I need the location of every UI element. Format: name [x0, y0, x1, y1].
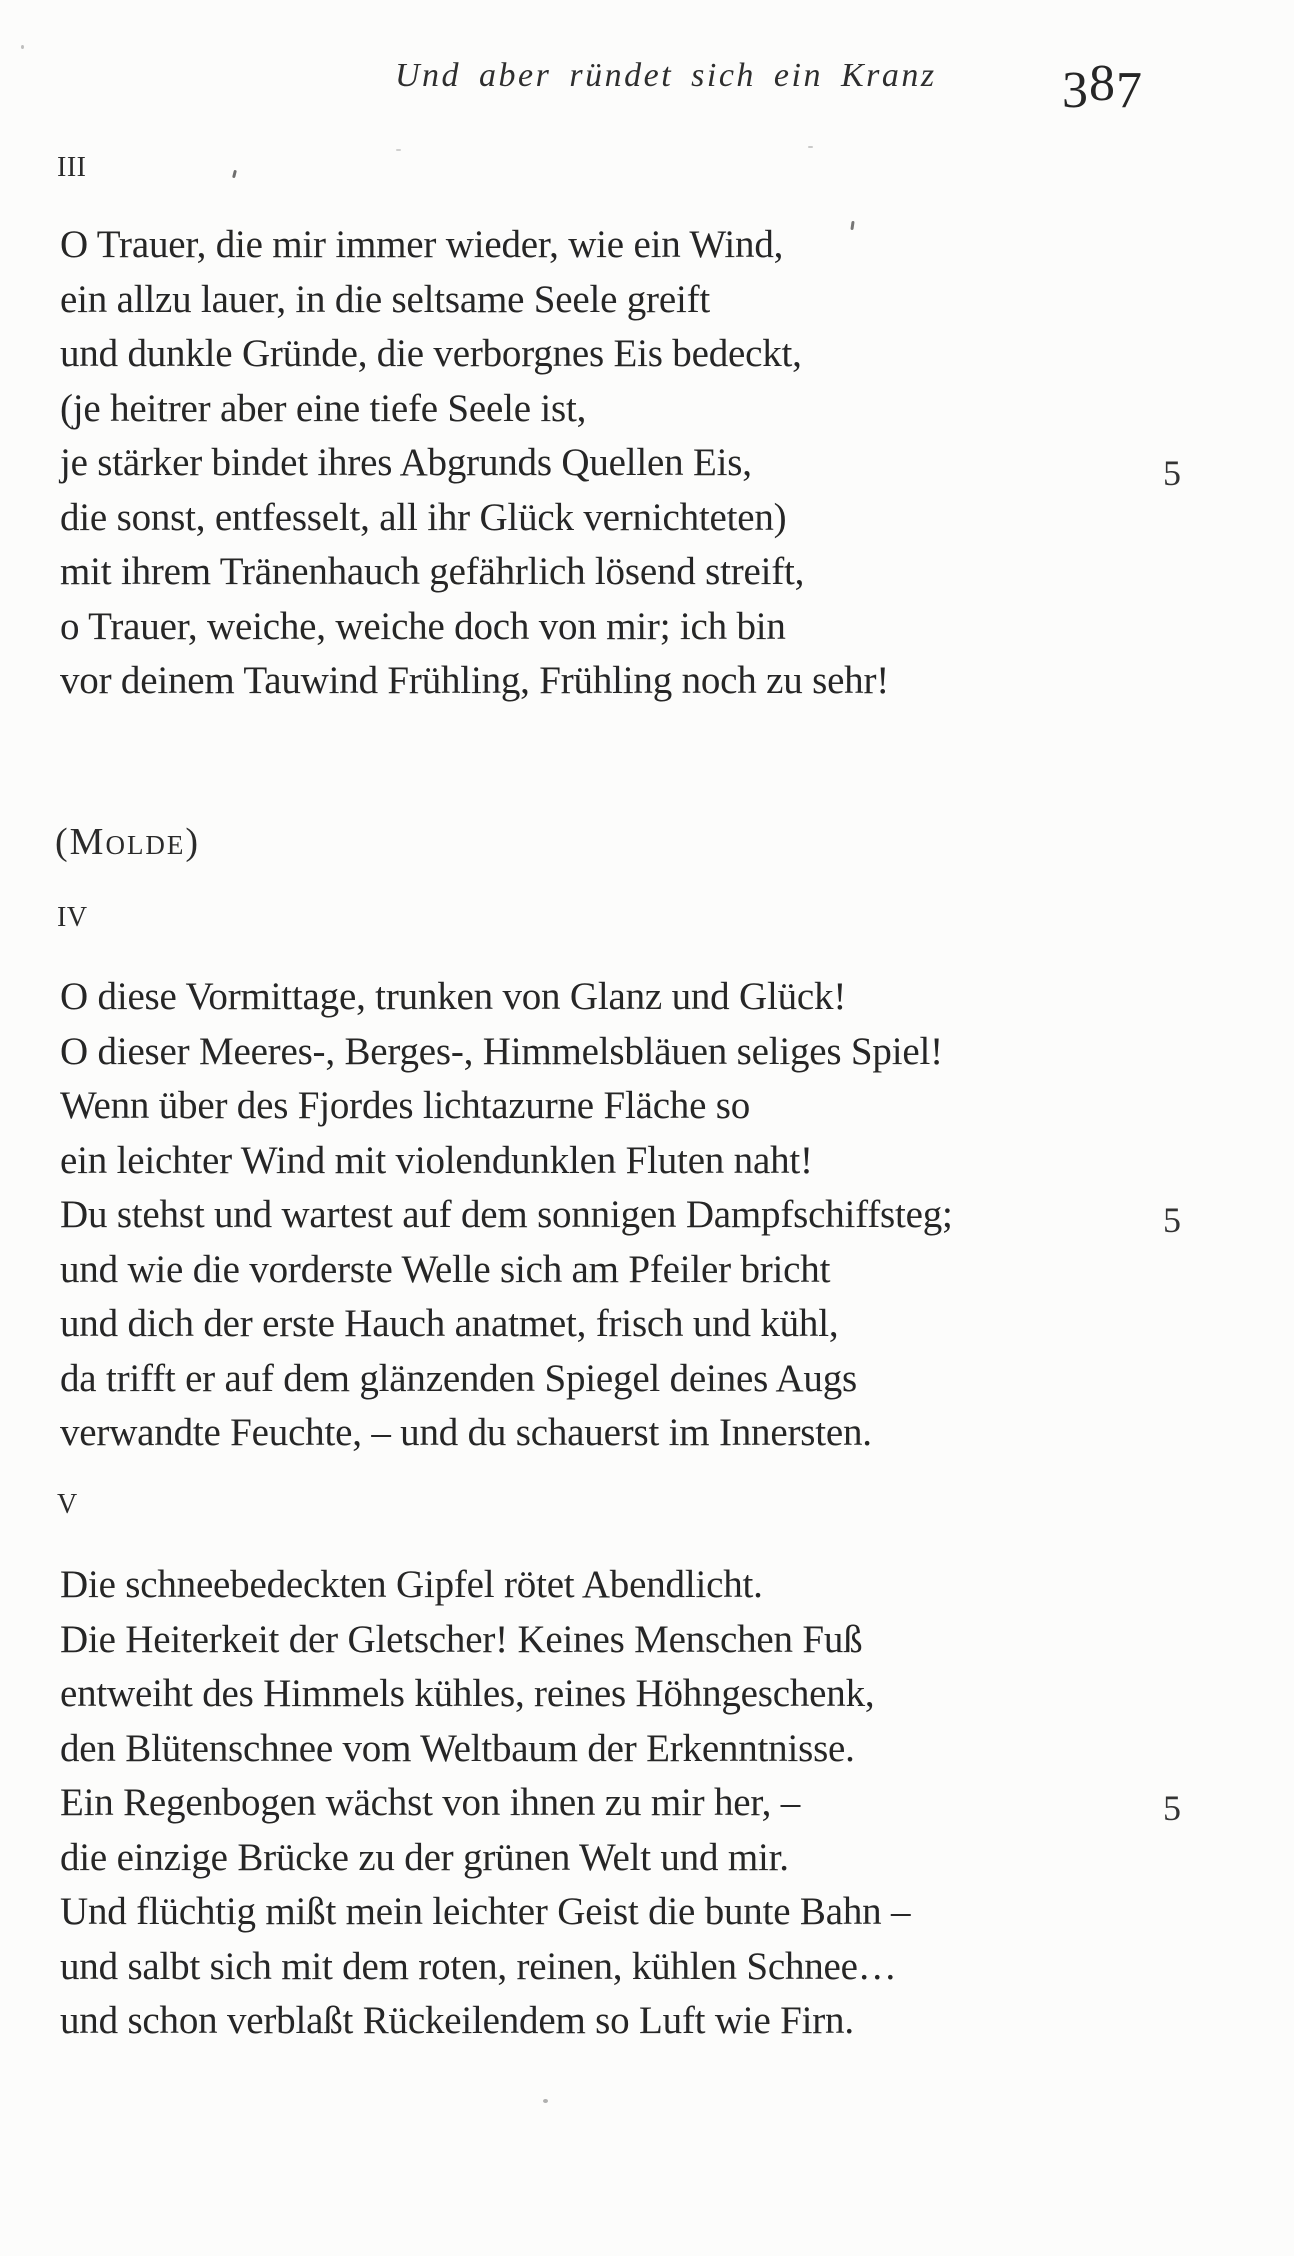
verse-line: die sonst, entfesselt, all ihr Glück vernichteten): [60, 495, 787, 539]
page-number-digit: 8: [1089, 55, 1116, 112]
verse-line: den Blütenschnee vom Weltbaum der Erkenntnisse.: [60, 1726, 855, 1770]
stanza-iv: [60, 970, 953, 1461]
verse-line: Wenn über des Fjordes lichtazurne Fläche so: [60, 1084, 751, 1127]
verse-line: und dich der erste Hauch anatmet, frisch und kühl,: [60, 1302, 839, 1345]
verse-line: verwandte Feuchte, – und du schauerst im Innersten.: [60, 1411, 872, 1454]
verse-line: vor deinem Tauwind Frühling, Frühling noch zu sehr!: [60, 659, 890, 702]
section-numeral-iii: III: [57, 152, 87, 183]
verse-line: o Trauer, weiche, weiche doch von mir; ich bin: [60, 604, 786, 648]
scan-speck: [543, 2099, 548, 2103]
verse-line: und schon verblaßt Rückeilendem so Luft wie Firn.: [60, 1999, 854, 2042]
page-number: [1062, 54, 1143, 119]
scan-speck: [396, 149, 401, 151]
verse-line: O diese Vormittage, trunken von Glanz und Glück!: [60, 975, 847, 1018]
scan-speck: [808, 146, 813, 148]
verse-line: Ein Regenbogen wächst von ihnen zu mir her, –: [60, 1781, 800, 1824]
verse-line: mit ihrem Tränenhauch gefährlich lösend streift,: [60, 550, 805, 593]
scan-speck: [232, 170, 237, 178]
margin-line-number: 5: [1163, 1788, 1181, 1828]
verse-line: und salbt sich mit dem roten, reinen, kühlen Schnee…: [60, 1944, 897, 1988]
verse-line: ein allzu lauer, in die seltsame Seele greift: [60, 277, 711, 321]
verse-line: O Trauer, die mir immer wieder, wie ein Wind,: [60, 223, 784, 266]
margin-line-number: 5: [1163, 453, 1181, 493]
page-number-digit: 7: [1116, 62, 1143, 119]
page-number-digit: 3: [1062, 62, 1089, 119]
verse-line: (je heitrer aber eine tiefe Seele ist,: [60, 386, 587, 430]
verse-line: und wie die vorderste Welle sich am Pfeiler bricht: [60, 1247, 831, 1291]
place-note-molde: (Molde): [55, 821, 201, 863]
verse-line: Die schneebedeckten Gipfel rötet Abendlicht.: [60, 1563, 763, 1606]
stanza-v: [60, 1558, 910, 2049]
running-header: Und aber ründet sich ein Kranz: [395, 57, 937, 94]
section-numeral-iv: IV: [57, 902, 88, 933]
section-numeral-v: V: [57, 1489, 78, 1520]
scan-speck: [21, 45, 24, 49]
verse-line: die einzige Brücke zu der grünen Welt und mir.: [60, 1835, 789, 1879]
margin-line-number: 5: [1163, 1200, 1181, 1240]
verse-line: Du stehst und wartest auf dem sonnigen Dampfschiffsteg;: [60, 1193, 953, 1236]
stanza-iii: [60, 218, 889, 709]
verse-line: je stärker bindet ihres Abgrunds Quellen Eis,: [60, 441, 752, 484]
verse-line: Und flüchtig mißt mein leichter Geist die bunte Bahn –: [60, 1890, 911, 1933]
verse-line: da trifft er auf dem glänzenden Spiegel deines Augs: [60, 1356, 857, 1400]
verse-line: entweiht des Himmels kühles, reines Höhngeschenk,: [60, 1672, 875, 1715]
verse-line: Die Heiterkeit der Gletscher! Keines Menschen Fuß: [60, 1617, 863, 1661]
verse-line: O dieser Meeres-, Berges-, Himmelsbläuen seliges Spiel!: [60, 1029, 943, 1073]
verse-line: ein leichter Wind mit violendunklen Fluten naht!: [60, 1138, 813, 1182]
verse-line: und dunkle Gründe, die verborgnes Eis bedeckt,: [60, 332, 802, 375]
